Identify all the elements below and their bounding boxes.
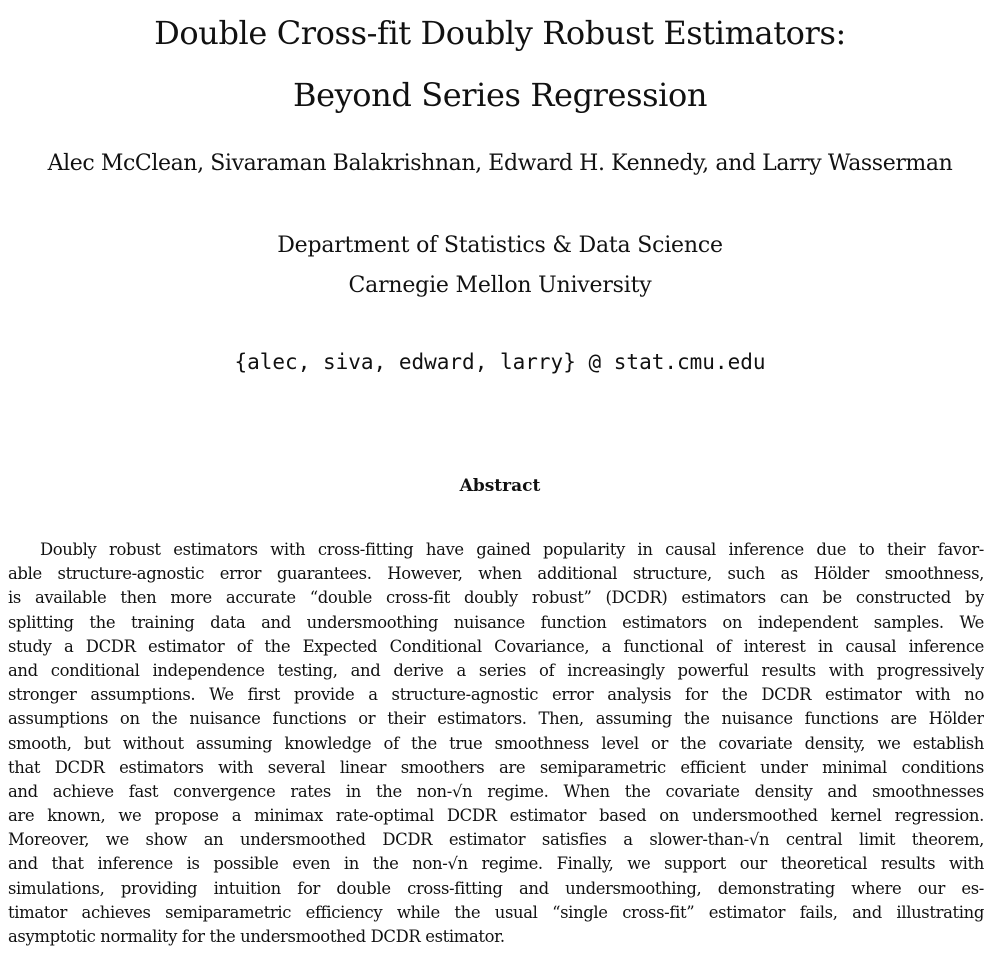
abstract-line: splitting the training data and undersmoothing nuisance function estimators on independent samples. We <box>8 612 984 632</box>
abstract-line: Moreover, we show an undersmoothed DCDR estimator satisfies a slower-than-√n central limit theorem, <box>8 830 984 850</box>
abstract-line: assumptions on the nuisance functions or their estimators. Then, assuming the nuisance functions are Hölder <box>8 709 984 729</box>
abstract-line: study a DCDR estimator of the Expected Conditional Covariance, a functional of interest in causal inference <box>8 636 984 656</box>
abstract-line: and that inference is possible even in the non-√n regime. Finally, we support our theoretical results with <box>8 854 984 874</box>
abstract-line: Doubly robust estimators with cross-fitting have gained popularity in causal inference due to their favor- <box>40 540 984 559</box>
author-emails: {alec, siva, edward, larry} @ stat.cmu.edu <box>234 350 766 374</box>
abstract-line: that DCDR estimators with several linear smoothers are semiparametric efficient under minimal conditions <box>8 757 984 777</box>
abstract-line: are known, we propose a minimax rate-optimal DCDR estimator based on undersmoothed kernel regression. <box>8 806 984 826</box>
abstract-heading: Abstract <box>459 476 541 496</box>
abstract-line: asymptotic normality for the undersmoothed DCDR estimator. <box>8 927 505 946</box>
author-list: Alec McClean, Sivaraman Balakrishnan, Edward H. Kennedy, and Larry Wasserman <box>47 151 953 176</box>
abstract-line: timator achieves semiparametric efficiency while the usual “single cross-fit” estimator fails, and illustrating <box>8 902 984 922</box>
abstract-line: simulations, providing intuition for double cross-fitting and undersmoothing, demonstrating where our es- <box>8 878 984 898</box>
paper-title <box>0 2 1000 126</box>
abstract-line: able structure-agnostic error guarantees. However, when additional structure, such as Hölder smoothness, <box>8 564 984 584</box>
abstract-line: and conditional independence testing, and derive a series of increasingly powerful results with progressively <box>8 660 984 680</box>
abstract-body <box>8 538 984 949</box>
abstract-line: and achieve fast convergence rates in the non-√n regime. When the covariate density and smoothnesses <box>8 781 984 801</box>
title-line-1: Double Cross-fit Doubly Robust Estimators: <box>154 14 846 52</box>
abstract-line: smooth, but without assuming knowledge of the true smoothness level or the covariate density, we establish <box>8 733 984 753</box>
abstract-line: is available then more accurate “double cross-fit doubly robust” (DCDR) estimators can be constructed by <box>8 588 984 608</box>
affiliation <box>0 226 1000 306</box>
department: Department of Statistics & Data Science <box>277 233 723 258</box>
university: Carnegie Mellon University <box>348 273 652 298</box>
abstract-line: stronger assumptions. We first provide a structure-agnostic error analysis for the DCDR estimator with no <box>8 685 984 705</box>
title-line-2: Beyond Series Regression <box>292 76 708 114</box>
